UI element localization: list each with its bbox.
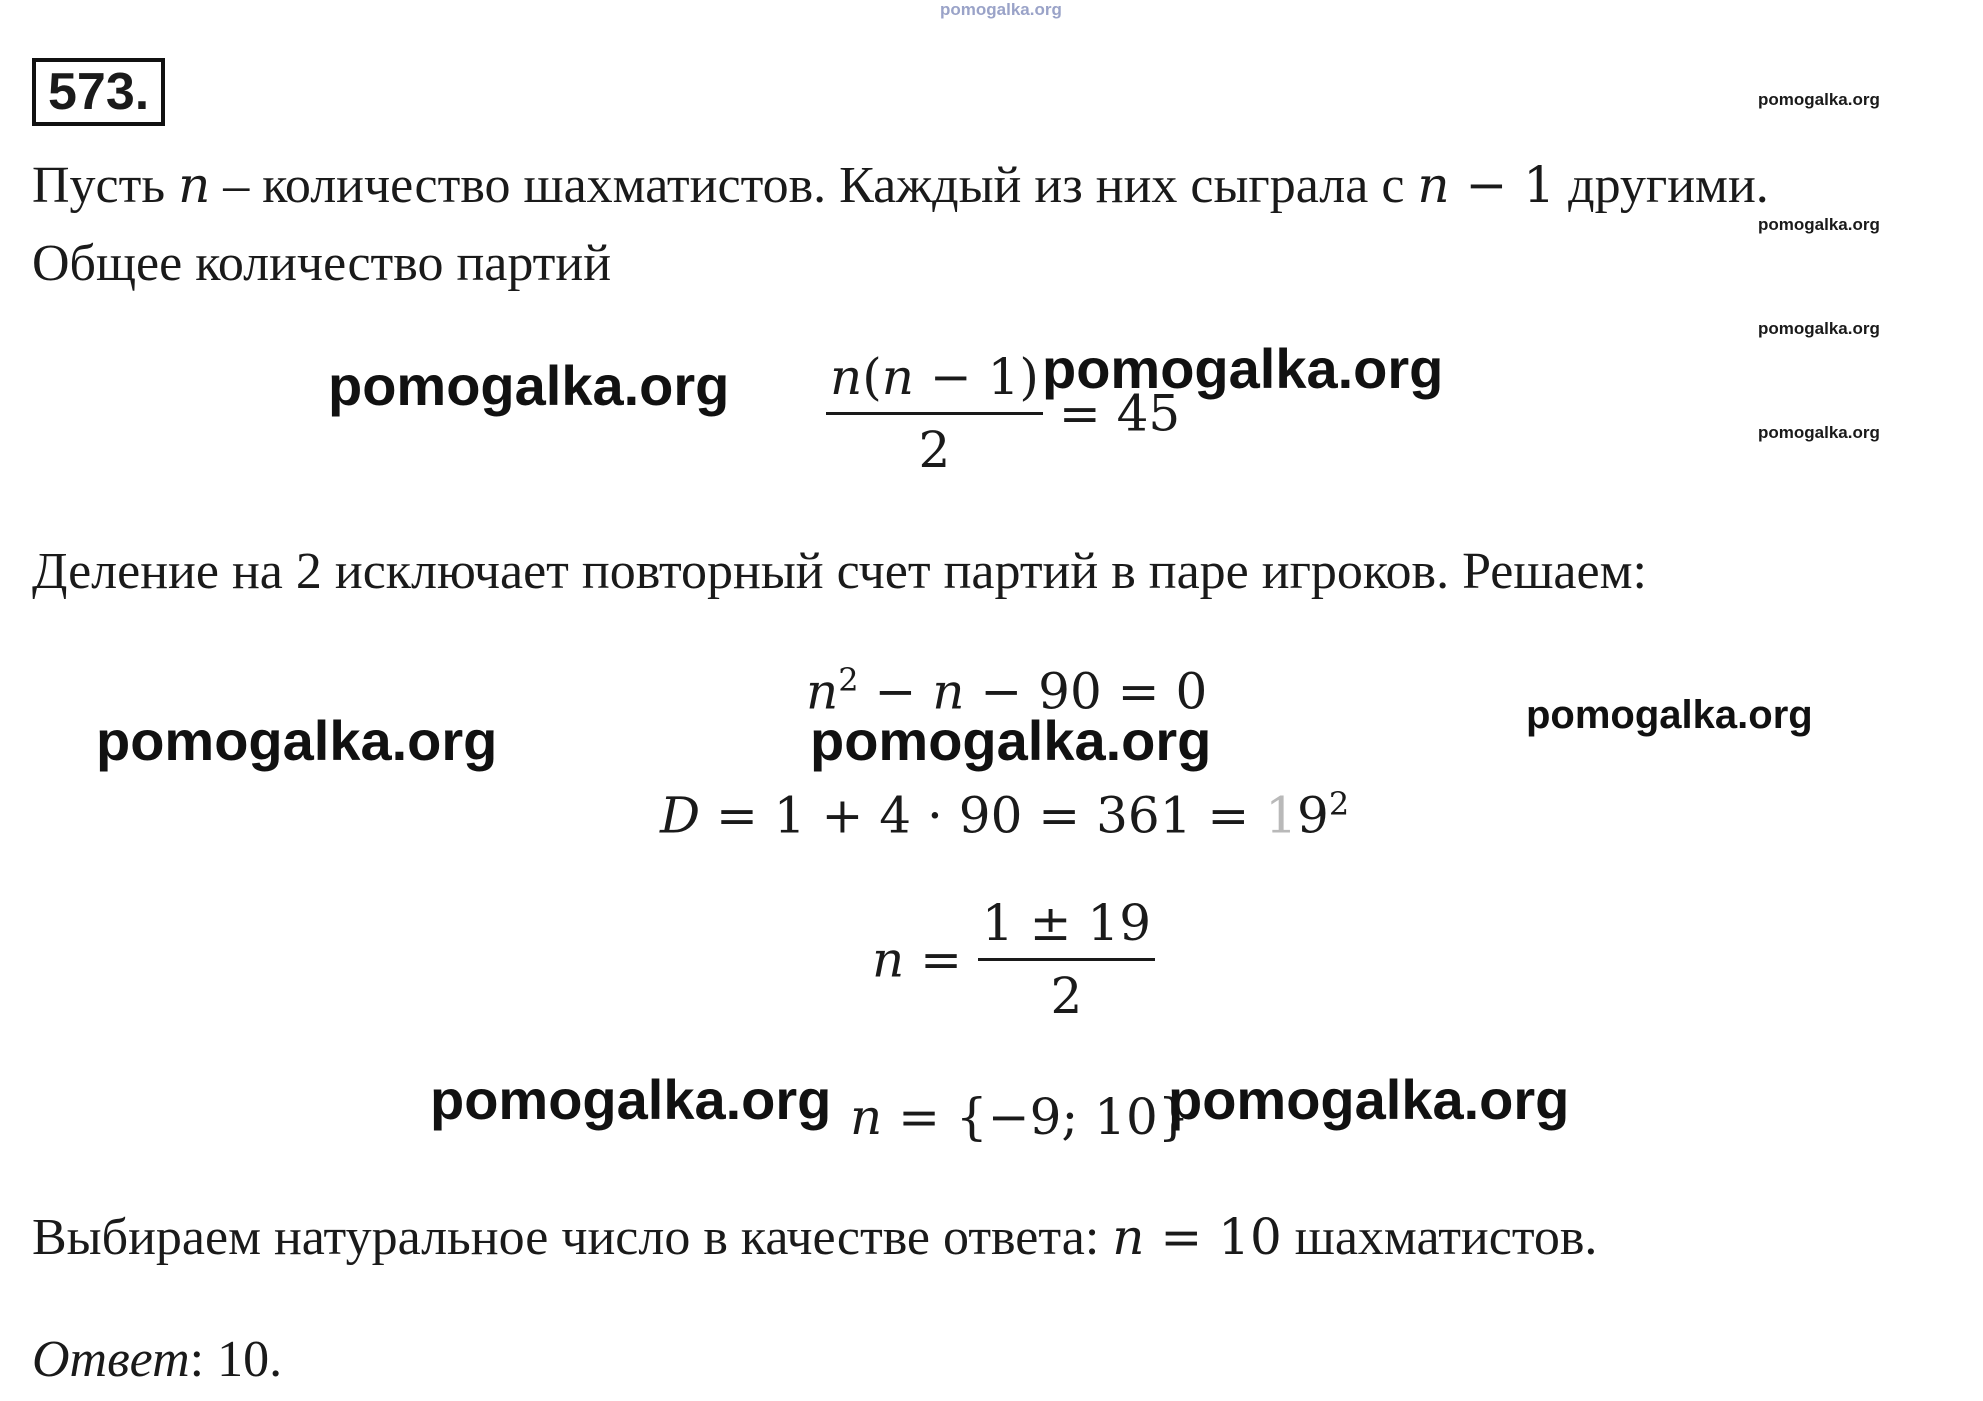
paragraph-line-2: Общее количество партий [32, 235, 612, 292]
watermark-small-1: pomogalka.org [1758, 90, 1880, 109]
answer-label: Ответ [32, 1331, 190, 1388]
formula-roots [872, 894, 1155, 1025]
fraction-numerator: 1 ± 19 [981, 894, 1152, 952]
math-expression: = 10 [1144, 1208, 1282, 1266]
math-var-n: n [881, 348, 914, 406]
watermark-top: pomogalka.org [940, 0, 1062, 19]
watermark-big-5: pomogalka.org [430, 1068, 832, 1131]
formula-root-set [850, 1088, 1190, 1146]
math-expression: = 1 + 4 · 90 = 361 = [700, 786, 1266, 845]
math-var-n: n [1112, 1208, 1145, 1266]
math-var-n: n [850, 1088, 883, 1146]
watermark-big-1: pomogalka.org [328, 354, 730, 417]
text-segment: Пусть [32, 157, 179, 214]
watermark-big-2: pomogalka.org [1042, 337, 1444, 400]
paren: ( [862, 348, 882, 406]
text-segment: шахматистов. [1281, 1209, 1598, 1266]
answer-value: : 10. [189, 1331, 283, 1388]
fraction-denominator: 2 [1050, 967, 1083, 1025]
watermark-small-3: pomogalka.org [1758, 319, 1880, 338]
math-expression: − [858, 662, 933, 721]
faint-digit: 1 [1265, 786, 1297, 845]
paragraph-line-3: Деление на 2 исключает повторный счет партий в паре игроков. Решаем: [32, 543, 1647, 600]
math-expression: 9 [1297, 786, 1329, 845]
math-var-D: D [660, 786, 701, 845]
superscript: 2 [1328, 785, 1350, 823]
math-expression: − 1 [1449, 156, 1556, 214]
math-expression: = [904, 930, 978, 989]
math-expression: = {−9; 10} [882, 1088, 1190, 1146]
math-var-n: n [1417, 156, 1450, 214]
formula-discriminant [660, 785, 1350, 845]
watermark-big-4: pomogalka.org [810, 709, 1212, 772]
math-var-n: n [932, 662, 965, 721]
fraction-denominator: 2 [918, 421, 951, 479]
watermark-big-3: pomogalka.org [96, 709, 498, 772]
math-var-n: n [830, 348, 863, 406]
math-var-n: n [806, 662, 839, 721]
paragraph-line-4 [32, 1208, 1598, 1266]
math-var-n: n [178, 156, 211, 214]
math-expression: − 1) [913, 348, 1039, 406]
math-expression: − 90 = 0 [964, 662, 1208, 721]
superscript: 2 [838, 661, 859, 699]
math-var-n: n [872, 930, 905, 989]
watermark-small-4: pomogalka.org [1758, 423, 1880, 442]
watermark-small-2: pomogalka.org [1758, 215, 1880, 234]
fraction [978, 894, 1155, 1025]
answer-line [32, 1331, 283, 1388]
fraction-numerator [826, 348, 1043, 412]
paragraph-line-1 [32, 156, 1769, 214]
text-segment: Выбираем натуральное число в качестве ответа: [32, 1209, 1113, 1266]
problem-number: 573. [32, 58, 165, 126]
text-segment: – количество шахматистов. Каждый из них сыграла с [210, 157, 1418, 214]
watermark-big-6: pomogalka.org [1168, 1068, 1570, 1131]
fraction [826, 348, 1043, 479]
watermark-med-1: pomogalka.org [1526, 693, 1813, 737]
math-expression: = 45 [1042, 384, 1181, 443]
text-segment: другими. [1555, 157, 1769, 214]
